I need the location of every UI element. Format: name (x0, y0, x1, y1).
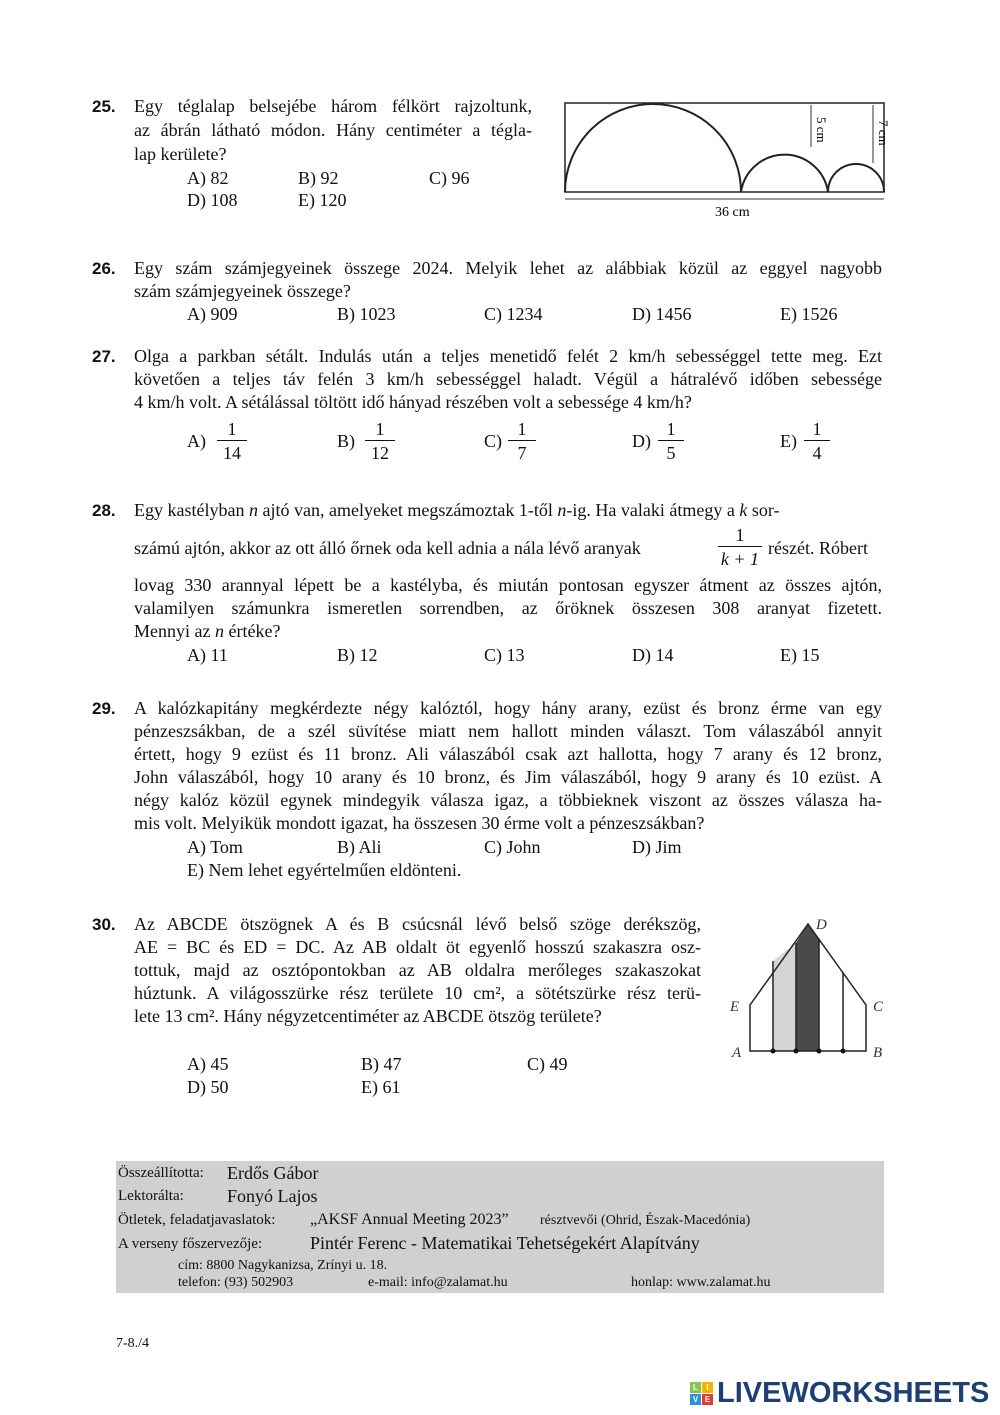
answer-option[interactable]: D) Jim (632, 837, 682, 857)
question-text: szám számjegyeinek összege? (134, 281, 351, 301)
numerator: 1 (804, 418, 830, 441)
answer-option[interactable]: B) 12 (337, 645, 378, 665)
question-text: lete 13 cm². Hány négyzetcentiméter az ABCDE ötszög területe? (134, 1006, 602, 1026)
question-text: mis volt. Melyikük mondott igazat, ha összesen 30 érme volt a pénzeszsákban? (134, 813, 705, 833)
question-number: 28. (92, 501, 116, 520)
text: -ig. Ha valaki átmegy a (566, 500, 740, 520)
height-label: 7 cm (876, 120, 891, 146)
credits-box (116, 1161, 884, 1293)
answer-option-label[interactable]: D) (632, 431, 651, 451)
height-label: 5 cm (814, 117, 829, 143)
question-text: Az ABCDE ötszögnek A és B csúcsnál lévő belső szöge derékszög, (134, 914, 701, 934)
question-number: 27. (92, 347, 116, 366)
question-text: értett, hogy 9 ezüst és 11 bronz. Ali válaszából csak azt hallotta, hogy 7 arany és 12 bronz, (134, 744, 882, 764)
question-text: Olga a parkban sétált. Indulás után a teljes menetidő felét 2 km/h sebességgel tette meg. Ezt (134, 346, 882, 366)
answer-option-label[interactable]: C) (484, 431, 502, 451)
text: ajtó van, amelyeket megszámoztak 1-től (257, 500, 558, 520)
denominator: 4 (812, 443, 822, 463)
text: Egy kastélyban (134, 500, 249, 520)
question-text (134, 500, 882, 521)
vertex-label: D (816, 917, 827, 933)
answer-option-label[interactable]: B) (337, 431, 355, 451)
answer-option[interactable]: C) 13 (484, 645, 525, 665)
phone: telefon: (93) 502903 (178, 1275, 294, 1290)
question-text: lap kerülete? (134, 144, 227, 164)
question-text: pénzeszsákban, de a szél süvítése miatt nem hallott minden választ. Tom válaszából annyit (134, 721, 882, 741)
credit-value: Erdős Gábor (227, 1163, 319, 1183)
question-text: 4 km/h volt. A sétálással töltött idő hányad részében volt a sebessége 4 km/h? (134, 392, 692, 412)
vertex-label: E (730, 999, 740, 1015)
address: cím: 8800 Nagykanizsa, Zrínyi u. 18. (178, 1258, 388, 1273)
question-text: négy kalóz közül egynek mindegyik válasza igaz, a többieknek viszont az összes válasza ha- (134, 790, 882, 810)
answer-option[interactable]: B) Ali (337, 837, 382, 857)
numerator: 1 (508, 418, 536, 441)
answer-option[interactable]: C) 96 (429, 168, 470, 188)
vertex-label: A (732, 1045, 742, 1061)
answer-option-label[interactable]: A) (187, 431, 206, 451)
answer-option[interactable]: D) 108 (187, 190, 238, 210)
denominator: 12 (371, 443, 389, 463)
answer-option[interactable]: A) Tom (187, 837, 243, 857)
variable: n (214, 621, 224, 641)
text: értéke? (223, 621, 281, 641)
denominator: k + 1 (720, 549, 760, 569)
answer-option[interactable]: C) 1234 (484, 304, 543, 324)
answer-option[interactable]: A) 45 (187, 1054, 229, 1074)
numerator: 1 (217, 418, 247, 441)
fraction (718, 524, 762, 571)
answer-option[interactable]: A) 11 (187, 645, 228, 665)
credit-value: „AKSF Annual Meeting 2023” (310, 1211, 509, 1228)
answer-option[interactable]: B) 47 (361, 1054, 402, 1074)
question-text: az ábrán látható módon. Hány centiméter a tégla- (134, 120, 532, 140)
numerator: 1 (365, 418, 395, 441)
question-text: húztunk. A világosszürke rész területe 10 cm², a sötétszürke rész terü- (134, 983, 701, 1003)
vertex-label: C (873, 999, 884, 1015)
credit-label: Összeállította: (118, 1165, 204, 1181)
variable: n (248, 500, 258, 520)
logo-tiles-icon (690, 1382, 713, 1405)
credit-label: Lektorálta: (118, 1188, 184, 1204)
answer-option[interactable]: E) 15 (780, 645, 820, 665)
logo-text: LIVEWORKSHEETS (717, 1377, 990, 1409)
question-number: 30. (92, 915, 116, 934)
answer-option[interactable]: A) 909 (187, 304, 238, 324)
answer-option[interactable]: C) 49 (527, 1054, 568, 1074)
answer-option[interactable]: D) 14 (632, 645, 674, 665)
question-text: Egy szám számjegyeinek összege 2024. Melyik lehet az alábbiak közül az eggyel nagyobb (134, 258, 882, 278)
answer-option[interactable]: E) Nem lehet egyértelműen eldönteni. (187, 860, 462, 880)
question-text: valamilyen számunkra ismeretlen sorrendben, az őröknek összesen 308 aranyat fizetett. (134, 598, 882, 618)
answer-option-label[interactable]: E) (780, 431, 797, 451)
answer-option[interactable]: B) 1023 (337, 304, 396, 324)
question-text: Egy téglalap belsejébe három félkört rajzoltunk, (134, 96, 532, 116)
liveworksheets-logo (690, 1377, 989, 1410)
question-text (134, 621, 280, 642)
semicircles-figure (555, 95, 895, 225)
answer-option[interactable]: C) John (484, 837, 541, 857)
answer-option[interactable]: A) 82 (187, 168, 229, 188)
credit-value: Pintér Ferenc - Matematikai Tehetségekért Alapítvány (310, 1233, 700, 1253)
answer-fraction[interactable] (508, 418, 536, 465)
question-text: tottuk, majd az osztópontokban az AB oldalra merőleges szakaszokat (134, 960, 701, 980)
question-text: AE = BC és ED = DC. Az AB oldalt öt egyenlő hosszú szakaszra osz- (134, 937, 701, 957)
text: Mennyi az (134, 621, 215, 641)
denominator: 7 (517, 443, 527, 463)
denominator: 14 (223, 443, 241, 463)
answer-option[interactable]: D) 1456 (632, 304, 692, 324)
variable: n (557, 500, 567, 520)
credit-label: A verseny főszervezője: (118, 1236, 263, 1252)
answer-option[interactable]: D) 50 (187, 1077, 229, 1097)
width-label: 36 cm (715, 205, 750, 220)
question-text: John válaszából, hogy 10 arany és 10 bronz, és Jim válaszából, hogy 9 arany és 10 ezüst. A (134, 767, 882, 787)
logo-tile: I (702, 1382, 713, 1393)
logo-tile: E (702, 1394, 713, 1405)
numerator: 1 (718, 524, 762, 547)
answer-fraction[interactable] (217, 418, 247, 465)
denominator: 5 (666, 443, 676, 463)
question-text: lovag 330 arannyal lépett be a kastélyba, és miután pontosan egyszer átment az összes ajtón, (134, 575, 882, 595)
answer-option[interactable]: B) 92 (298, 168, 339, 188)
vertex-label: B (873, 1045, 883, 1061)
numerator: 1 (658, 418, 684, 441)
question-text: számú ajtón, akkor az ott álló őrnek oda kell adnia a nála lévő aranyak (134, 538, 641, 558)
credit-label: Ötletek, feladatjavaslatok: (118, 1212, 276, 1228)
answer-option[interactable]: E) 1526 (780, 304, 838, 324)
answer-fraction[interactable] (804, 418, 830, 465)
question-number: 25. (92, 97, 116, 116)
answer-option[interactable]: E) 120 (298, 190, 347, 210)
question-text: A kalózkapitány megkérdezte négy kalóztól, hogy hány arany, ezüst és bronz érme van egy (134, 698, 882, 718)
question-text: részét. Róbert (768, 538, 868, 558)
credit-value: Fonyó Lajos (227, 1186, 318, 1206)
credit-value: résztvevői (Ohrid, Észak-Macedónia) (540, 1213, 751, 1228)
website-link[interactable]: honlap: www.zalamat.hu (631, 1275, 771, 1290)
email-link[interactable]: e-mail: info@zalamat.hu (368, 1275, 508, 1290)
logo-tile: V (690, 1394, 701, 1405)
variable: k (739, 500, 748, 520)
answer-fraction[interactable] (365, 418, 395, 465)
question-number: 26. (92, 259, 116, 278)
pentagon-figure (720, 910, 900, 1070)
answer-fraction[interactable] (658, 418, 684, 465)
page-number: 7-8./4 (116, 1336, 150, 1351)
question-number: 29. (92, 699, 116, 718)
logo-tile: L (690, 1382, 701, 1393)
answer-option[interactable]: E) 61 (361, 1077, 401, 1097)
text: sor- (747, 500, 780, 520)
question-text: követően a teljes táv felén 3 km/h sebességgel haladt. Végül a hátralévő időben sebessége (134, 369, 882, 389)
